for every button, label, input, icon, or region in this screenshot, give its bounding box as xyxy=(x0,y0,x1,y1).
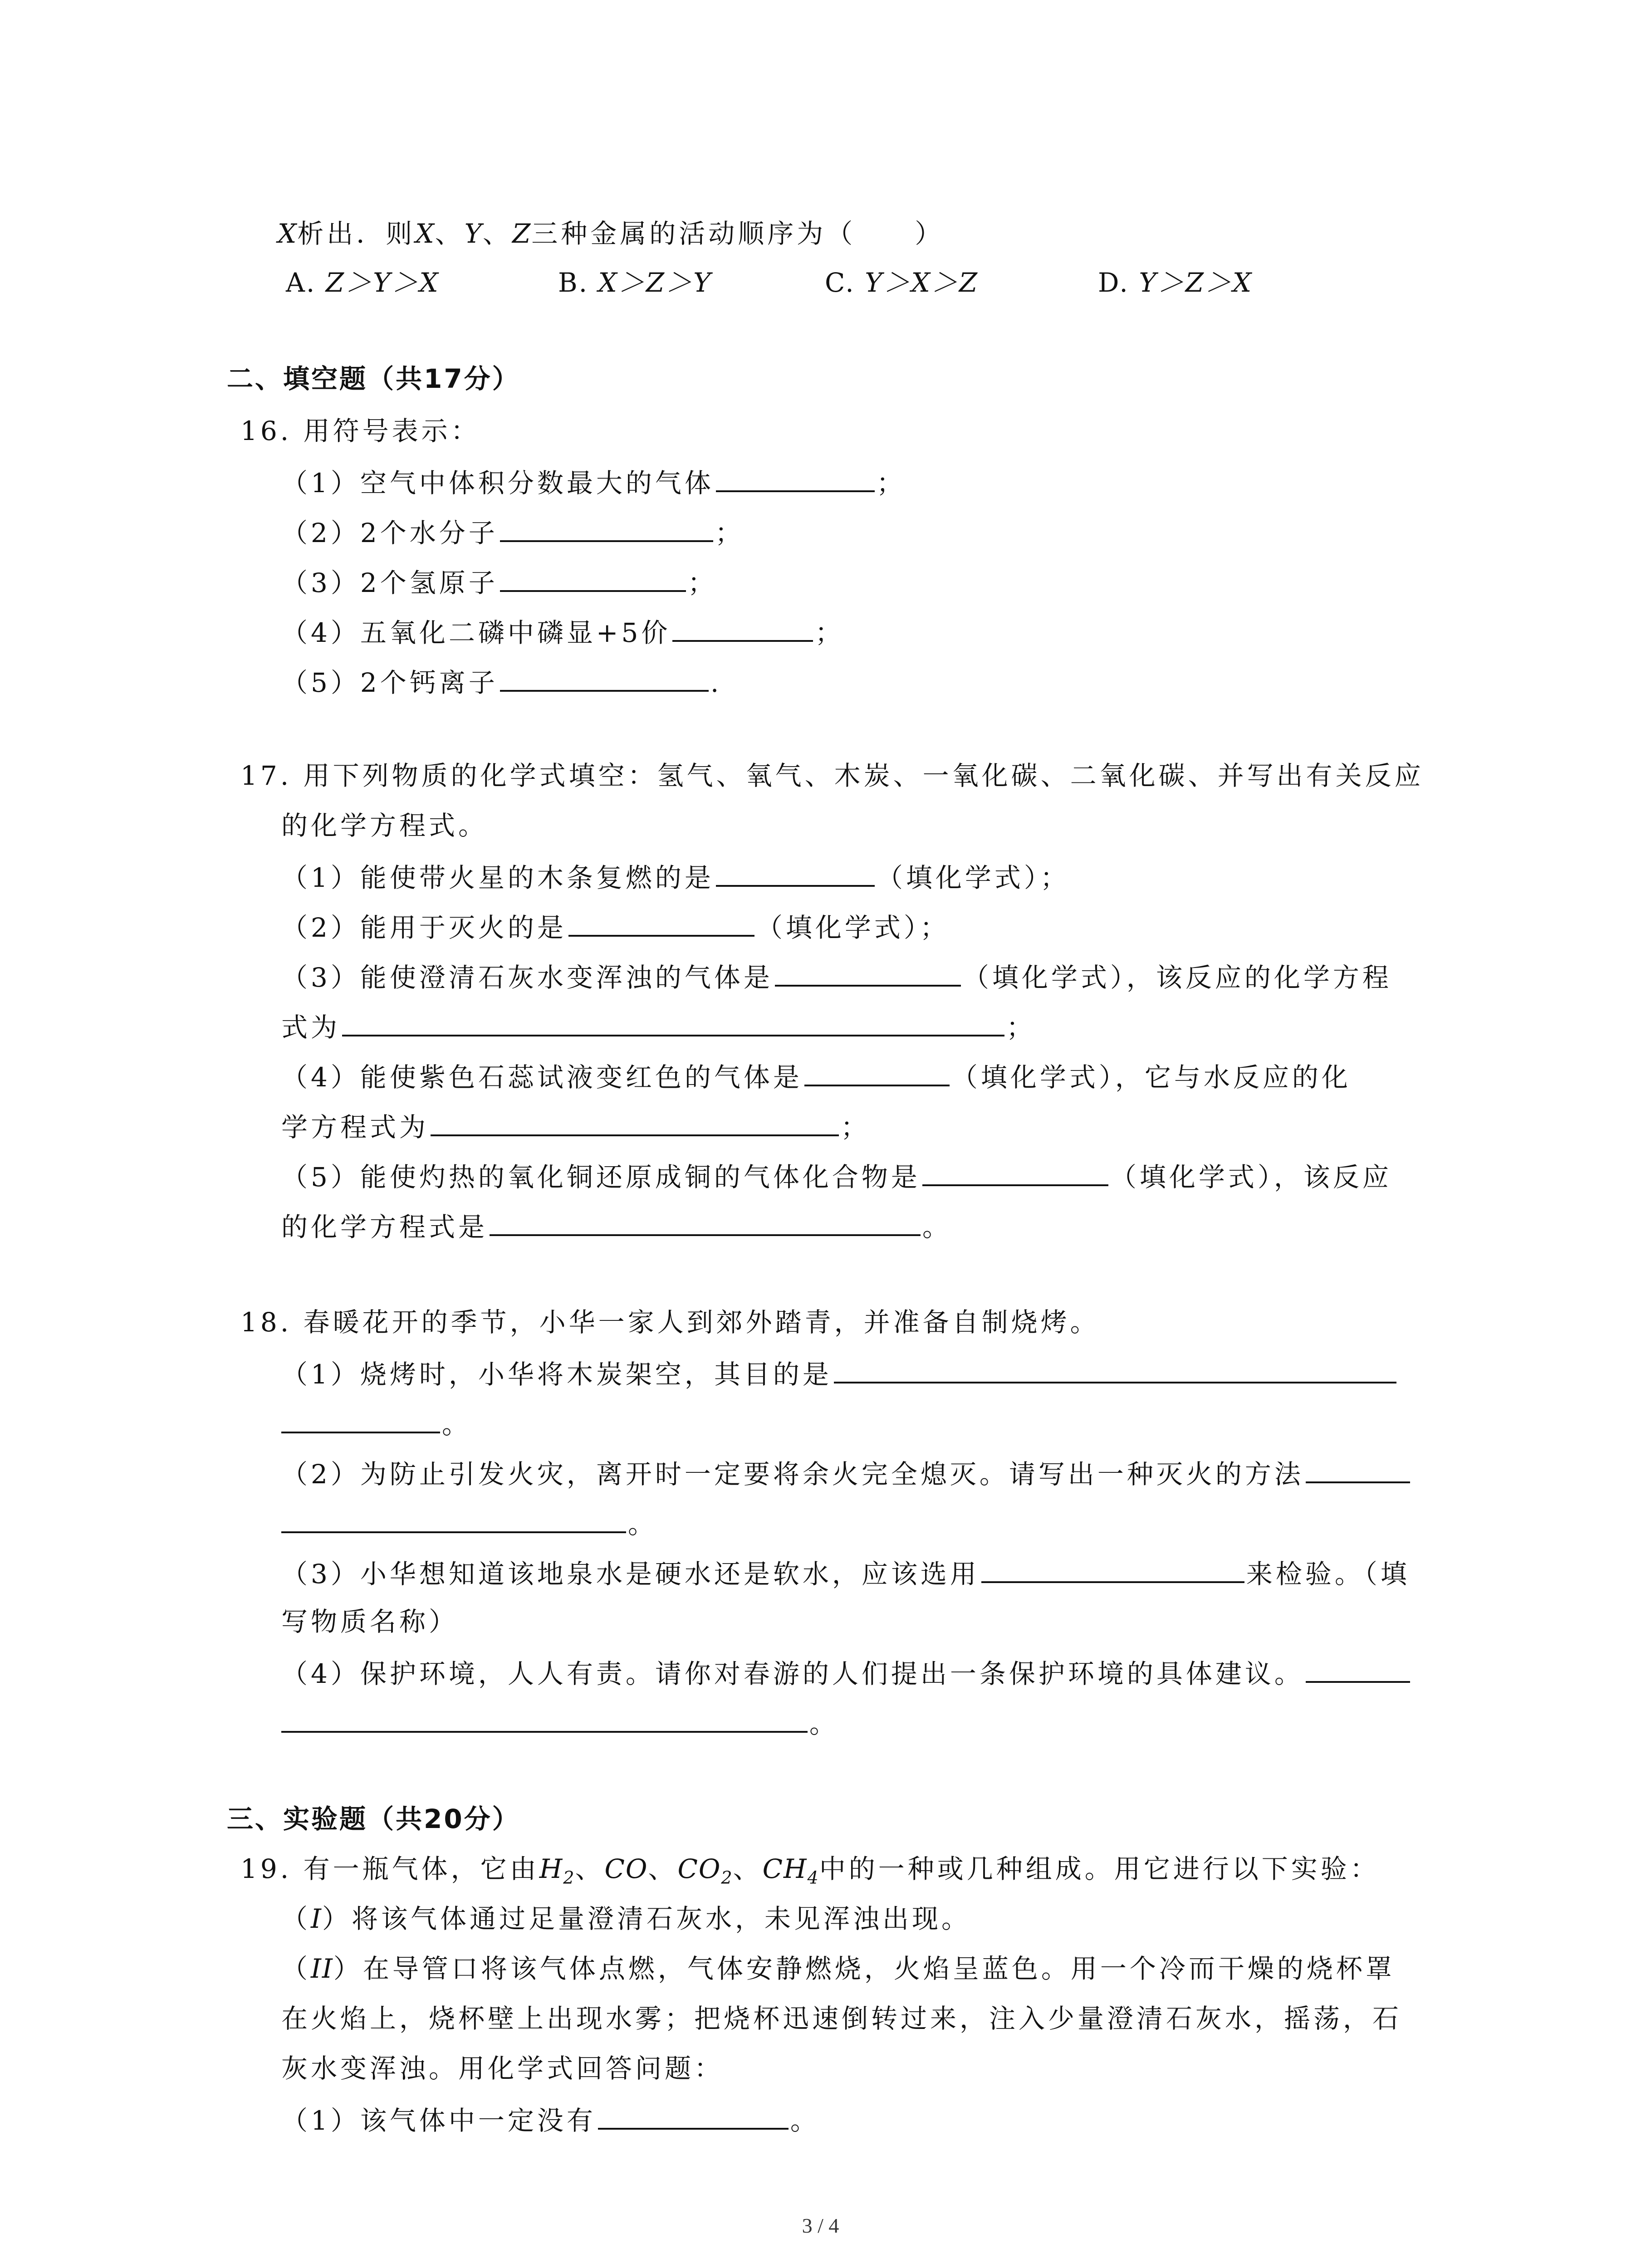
answer-blank[interactable] xyxy=(981,1556,1244,1583)
answer-blank[interactable] xyxy=(1306,1656,1410,1683)
q19-experiment-2-line-3: 灰水变浑浊。用化学式回答问题： xyxy=(281,2053,724,2084)
q16-item-2: （2）2个水分子 ； xyxy=(281,515,745,549)
answer-blank[interactable] xyxy=(500,515,713,542)
answer-blank[interactable] xyxy=(775,959,961,987)
answer-blank[interactable] xyxy=(834,1356,1396,1383)
answer-blank[interactable] xyxy=(922,1159,1108,1186)
q19-experiment-2: （II）在导管口将该气体点燃，气体安静燃烧，火焰呈蓝色。用一个冷而干燥的烧杯罩 xyxy=(281,1953,1395,1984)
answer-blank[interactable] xyxy=(568,909,754,937)
q19-experiment-1: （I）将该气体通过足量澄清石灰水，未见浑浊出现。 xyxy=(281,1903,971,1934)
q18-item-3: （3）小华想知道该地泉水是硬水还是软水，应该选用 来检验。（填 xyxy=(281,1556,1410,1590)
q17-item-2: （2）能用于灭火的是 （填化学式）； xyxy=(281,909,950,943)
answer-blank[interactable] xyxy=(500,665,709,692)
answer-blank[interactable] xyxy=(804,1059,950,1086)
q15-option-d: D. Y＞Z＞X xyxy=(1098,267,1253,298)
section-3-title: 三、实验题（共20分） xyxy=(227,1804,520,1834)
q18-item-1: （1）烧烤时，小华将木炭架空，其目的是 xyxy=(281,1356,1398,1390)
q18-item-2-cont: 。 xyxy=(281,1506,657,1540)
q18-item-3-cont: 写物质名称） xyxy=(281,1606,459,1637)
q19-stem: 19. 有一瓶气体，它由$H_2$、CO、$CO_2$、$CH_4$中的一种或几种组成。用它进行以下实验： xyxy=(240,1853,1380,1888)
answer-blank[interactable] xyxy=(490,1209,921,1236)
q17-item-5-cont: 的化学方程式是 。 xyxy=(281,1209,952,1243)
answer-blank[interactable] xyxy=(281,1406,440,1433)
answer-blank[interactable] xyxy=(672,615,813,642)
q15-option-a: A. Z＞Y＞X xyxy=(286,267,440,298)
answer-blank[interactable] xyxy=(281,1506,626,1533)
q19-experiment-2-line-2: 在火焰上，烧杯壁上出现水雾；把烧杯迅速倒转过来，注入少量澄清石灰水，摇荡，石 xyxy=(281,2003,1402,2034)
q17-item-1: （1）能使带火星的木条复燃的是 （填化学式）； xyxy=(281,860,1070,894)
q17-item-3: （3）能使澄清石灰水变浑浊的气体是 （填化学式），该反应的化学方程 xyxy=(281,959,1392,993)
q17-item-4: （4）能使紫色石蕊试液变红色的气体是 （填化学式），它与水反应的化 xyxy=(281,1059,1351,1093)
page-number: 3 / 4 xyxy=(802,2214,839,2237)
q17-stem-line-2: 的化学方程式。 xyxy=(281,810,488,841)
q16-stem: 16. 用符号表示： xyxy=(240,415,480,446)
q16-item-1: （1）空气中体积分数最大的气体 ； xyxy=(281,465,906,499)
q17-item-3-cont: 式为 ； xyxy=(281,1009,1036,1043)
answer-blank[interactable] xyxy=(281,1706,808,1733)
q15-option-c: C. Y＞X＞Z xyxy=(825,267,979,298)
answer-blank[interactable] xyxy=(342,1009,1004,1036)
q15-option-b: B. X＞Z＞Y xyxy=(558,267,712,298)
q17-item-4-cont: 学方程式为 ； xyxy=(281,1109,870,1143)
q16-item-5: （5）2个钙离子 . xyxy=(281,665,722,699)
q15-line: X析出．则X、Y、Z三种金属的活动顺序为（ ） xyxy=(278,218,945,249)
answer-blank[interactable] xyxy=(500,565,686,592)
q18-item-4: （4）保护环境，人人有责。请你对春游的人们提出一条保护环境的具体建议。 xyxy=(281,1656,1412,1690)
q17-item-5: （5）能使灼热的氧化铜还原成铜的气体化合物是 （填化学式），该反应 xyxy=(281,1159,1392,1193)
answer-blank[interactable] xyxy=(1306,1456,1410,1483)
q18-stem: 18. 春暖花开的季节，小华一家人到郊外踏青，并准备自制烧烤。 xyxy=(240,1307,1100,1338)
q18-item-2: （2）为防止引发火灾，离开时一定要将余火完全熄灭。请写出一种灭火的方法 xyxy=(281,1456,1412,1490)
answer-blank[interactable] xyxy=(431,1109,839,1136)
answer-blank[interactable] xyxy=(598,2102,789,2130)
section-2-title: 二、填空题（共17分） xyxy=(227,363,520,394)
q16-item-3: （3）2个氢原子 ； xyxy=(281,565,717,599)
q16-item-4: （4）五氧化二磷中磷显+5价 ； xyxy=(281,615,844,649)
answer-blank[interactable] xyxy=(716,465,875,492)
q17-stem-line-1: 17. 用下列物质的化学式填空：氢气、氧气、木炭、一氧化碳、二氧化碳、并写出有关反应 xyxy=(240,760,1424,791)
q18-item-4-cont: 。 xyxy=(281,1706,839,1740)
answer-blank[interactable] xyxy=(716,860,875,887)
q18-item-1-cont: 。 xyxy=(281,1406,471,1440)
q19-item-1: （1）该气体中一定没有 。 xyxy=(281,2102,820,2136)
